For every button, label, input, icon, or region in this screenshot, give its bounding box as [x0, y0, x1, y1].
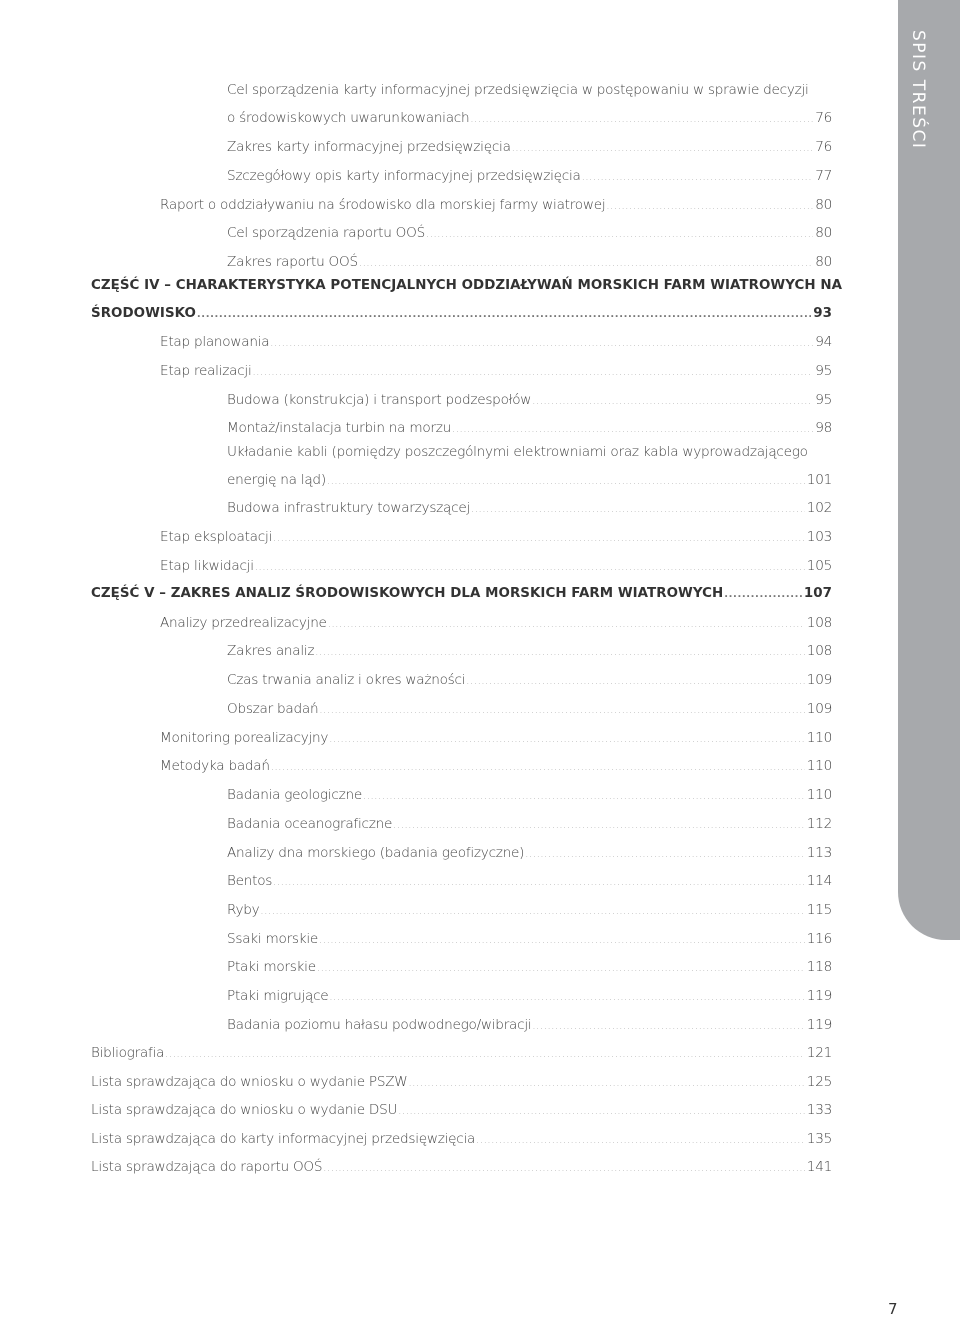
toc-entry-title: Zakres karty informacyjnej przedsięwzięcia	[227, 139, 511, 155]
toc-entry-page: 101	[806, 472, 832, 488]
toc-entry-title: Bibliografia	[91, 1045, 165, 1061]
toc-entry[interactable]	[227, 814, 832, 834]
toc-entry-title: Obszar badań	[227, 701, 319, 717]
dot-leader	[271, 758, 805, 778]
toc-entry-title: Ptaki migrujące	[227, 988, 329, 1004]
toc-entry-title: Badania oceanograficzne	[227, 816, 393, 832]
toc-entry[interactable]	[227, 929, 832, 949]
toc-entry[interactable]	[227, 498, 832, 518]
toc-entry-page: 119	[806, 1017, 832, 1033]
dot-leader	[582, 168, 814, 188]
toc-entry-page: 110	[806, 730, 832, 746]
toc-entry-title: Szczegółowy opis karty informacyjnej przedsięwzięcia	[227, 168, 581, 184]
toc-entry-title: Raport o oddziaływaniu na środowisko dla morskiej farmy wiatrowej	[160, 197, 606, 213]
dot-leader	[315, 643, 805, 663]
toc-entry[interactable]	[160, 361, 832, 381]
toc-entry-title: Etap eksploatacji	[160, 529, 273, 545]
dot-leader	[724, 585, 802, 605]
toc-entry-title: Lista sprawdzająca do raportu OOŚ	[91, 1159, 323, 1175]
toc-entry[interactable]	[160, 728, 832, 748]
toc-entry-page: 98	[815, 420, 832, 436]
toc-entry[interactable]	[227, 223, 832, 243]
toc-entry-page: 118	[806, 959, 832, 975]
dot-leader	[452, 420, 813, 440]
dot-leader	[323, 1159, 805, 1179]
toc-entry-title: Etap likwidacji	[160, 558, 254, 574]
dot-leader	[426, 225, 813, 245]
toc-entry-page: 119	[806, 988, 832, 1004]
toc-entry[interactable]	[160, 556, 832, 576]
toc-entry-page: 102	[806, 500, 832, 516]
toc-entry[interactable]	[227, 670, 832, 690]
toc-entry-title: Zakres analiz	[227, 643, 315, 659]
toc-entry-page: 115	[806, 902, 832, 918]
dot-leader	[273, 529, 805, 549]
dot-leader	[252, 363, 813, 383]
toc-entry[interactable]	[160, 756, 832, 776]
toc-entry-title: o środowiskowych uwarunkowaniach	[227, 110, 470, 126]
toc-entry-page: 94	[815, 334, 832, 350]
toc-entry[interactable]	[91, 1129, 832, 1149]
toc-entry-first-line: Układanie kabli (pomiędzy poszczególnymi elektrowniami oraz kabla wyprowadzającego	[227, 444, 808, 460]
toc-entry[interactable]	[227, 957, 832, 977]
toc-entry[interactable]	[227, 470, 832, 490]
toc-entry-title: Bentos	[227, 873, 273, 889]
toc-entry-title: Cel sporządzenia raportu OOŚ	[227, 225, 425, 241]
dot-leader	[327, 472, 805, 492]
toc-entry-title: Etap planowania	[160, 334, 270, 350]
dot-leader	[466, 672, 805, 692]
toc-entry-title: Lista sprawdzająca do wniosku o wydanie PSZW	[91, 1074, 408, 1090]
dot-leader	[273, 873, 805, 893]
toc-entry-page: 113	[806, 845, 832, 861]
toc-entry-title: Zakres raportu OOŚ	[227, 254, 358, 270]
toc-entry-title: Budowa infrastruktury towarzyszącej	[227, 500, 470, 516]
toc-entry[interactable]	[91, 1100, 832, 1120]
dot-leader	[317, 959, 805, 979]
toc-entry-page: 107	[803, 586, 832, 601]
dot-leader	[197, 305, 811, 325]
dot-leader	[525, 845, 805, 865]
toc-entry-page: 110	[806, 758, 832, 774]
dot-leader	[319, 931, 805, 951]
toc-entry-page: 141	[806, 1159, 832, 1175]
toc-entry-page: 112	[806, 816, 832, 832]
toc-entry-title: Badania poziomu hałasu podwodnego/wibracji	[227, 1017, 532, 1033]
toc-entry-page: 121	[806, 1045, 832, 1061]
dot-leader	[260, 902, 804, 922]
toc-entry[interactable]	[91, 1157, 832, 1177]
toc-entry-title: Analizy dna morskiego (badania geofizyczne)	[227, 845, 525, 861]
toc-entry[interactable]	[227, 785, 832, 805]
dot-leader	[512, 139, 814, 159]
toc-part-heading[interactable]	[91, 304, 832, 324]
dot-leader	[319, 701, 804, 721]
dot-leader	[408, 1074, 804, 1094]
dot-leader	[329, 988, 804, 1008]
toc-entry-page: 109	[806, 672, 832, 688]
toc-entry-title: Lista sprawdzająca do wniosku o wydanie DSU	[91, 1102, 398, 1118]
toc-entry[interactable]	[160, 527, 832, 547]
dot-leader	[398, 1102, 805, 1122]
toc-entry[interactable]	[91, 1043, 832, 1063]
toc-entry-page: 80	[815, 197, 832, 213]
toc-entry-title: Czas trwania analiz i okres ważności	[227, 672, 466, 688]
toc-entry[interactable]	[227, 108, 832, 128]
toc-entry-first-line: CZĘŚĆ IV – CHARAKTERYSTYKA POTENCJALNYCH ODDZIAŁYWAŃ MORSKICH FARM WIATROWYCH NA	[91, 278, 842, 293]
toc-entry-page: 76	[815, 139, 832, 155]
dot-leader	[363, 787, 805, 807]
toc-entry-title: CZĘŚĆ V – ZAKRES ANALIZ ŚRODOWISKOWYCH DLA MORSKICH FARM WIATROWYCH	[91, 586, 724, 601]
dot-leader	[476, 1131, 805, 1151]
dot-leader	[393, 816, 805, 836]
toc-entry[interactable]	[227, 137, 832, 157]
toc-entry-page: 133	[806, 1102, 832, 1118]
side-tab-label: SPIS TREŚCI	[908, 30, 928, 150]
toc-entry[interactable]	[91, 1072, 832, 1092]
toc-entry-page: 77	[815, 168, 832, 184]
dot-leader	[328, 615, 805, 635]
toc-entry-title: Montaż/instalacja turbin na morzu	[227, 420, 451, 436]
toc-entry-page: 93	[813, 306, 832, 321]
dot-leader	[470, 110, 813, 130]
toc-entry-title: Lista sprawdzająca do karty informacyjnej przedsięwzięcia	[91, 1131, 476, 1147]
toc-entry[interactable]	[227, 1015, 832, 1035]
toc-entry-page: 135	[806, 1131, 832, 1147]
toc-entry-page: 105	[806, 558, 832, 574]
dot-leader	[359, 254, 813, 274]
toc-entry-page: 110	[806, 787, 832, 803]
dot-leader	[255, 558, 805, 578]
toc-entry-title: Monitoring porealizacyjny	[160, 730, 329, 746]
toc-entry[interactable]	[227, 871, 832, 891]
dot-leader	[532, 392, 813, 412]
toc-entry-page: 109	[806, 701, 832, 717]
toc-entry-title: Badania geologiczne	[227, 787, 362, 803]
toc-part-heading[interactable]	[91, 584, 832, 604]
toc-entry-title: energię na ląd)	[227, 472, 326, 488]
toc-entry-page: 108	[806, 615, 832, 631]
toc-entry-page: 125	[806, 1074, 832, 1090]
toc-entry[interactable]	[227, 252, 832, 272]
toc-entry-page: 116	[806, 931, 832, 947]
toc-entry-title: Ptaki morskie	[227, 959, 316, 975]
toc-entry[interactable]	[227, 166, 832, 186]
toc-entry[interactable]	[227, 900, 832, 920]
toc-entry[interactable]	[227, 641, 832, 661]
toc-entry[interactable]	[227, 699, 832, 719]
toc-entry-page: 76	[815, 110, 832, 126]
toc-entry-title: ŚRODOWISKO	[91, 306, 196, 321]
toc-entry-title: Ssaki morskie	[227, 931, 319, 947]
toc-entry-title: Etap realizacji	[160, 363, 252, 379]
page-number: 7	[888, 1300, 898, 1318]
toc-entry[interactable]	[227, 843, 832, 863]
dot-leader	[606, 197, 813, 217]
toc-entry-page: 95	[815, 392, 832, 408]
toc-entry[interactable]	[160, 613, 832, 633]
toc-entry-page: 114	[806, 873, 832, 889]
toc-entry-page: 108	[806, 643, 832, 659]
toc-entry-title: Analizy przedrealizacyjne	[160, 615, 327, 631]
toc-entry[interactable]	[227, 390, 832, 410]
dot-leader	[270, 334, 813, 354]
toc-entry[interactable]	[160, 195, 832, 215]
toc-entry[interactable]	[160, 332, 832, 352]
toc-entry-title: Metodyka badań	[160, 758, 270, 774]
toc-entry-page: 80	[815, 225, 832, 241]
toc-entry[interactable]	[227, 986, 832, 1006]
toc-entry-page: 95	[815, 363, 832, 379]
toc-entry-title: Budowa (konstrukcja) i transport podzespołów	[227, 392, 532, 408]
toc-entry-title: Ryby	[227, 902, 260, 918]
dot-leader	[532, 1017, 804, 1037]
toc-entry-first-line: Cel sporządzenia karty informacyjnej przedsięwzięcia w postępowaniu w sprawie decyzji	[227, 82, 809, 98]
dot-leader	[165, 1045, 805, 1065]
dot-leader	[329, 730, 805, 750]
toc-entry-page: 80	[815, 254, 832, 270]
toc-entry[interactable]	[227, 418, 832, 438]
toc-entry-page: 103	[806, 529, 832, 545]
dot-leader	[471, 500, 805, 520]
